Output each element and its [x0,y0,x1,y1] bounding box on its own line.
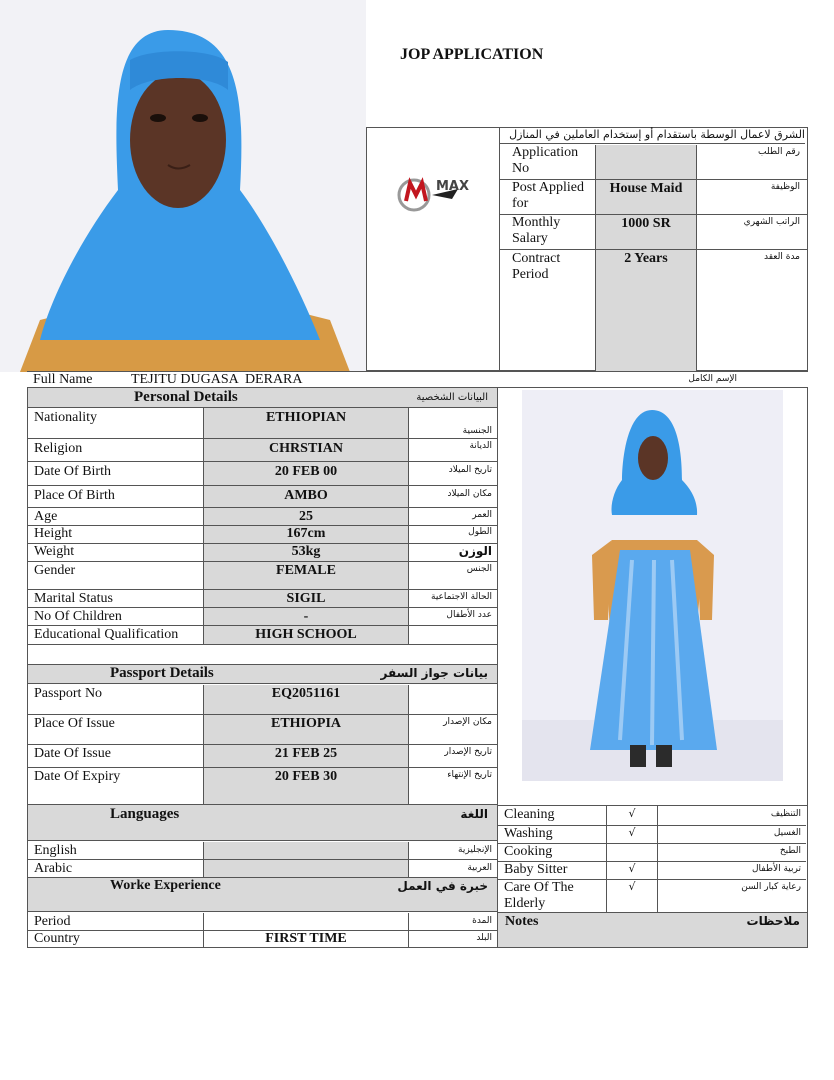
skills-table [498,805,808,913]
full-name-arabic: الإسم الكامل [688,374,737,384]
languages-heading-arabic: اللغة [460,807,488,821]
marital-status-value: SIGIL [286,591,326,606]
height-value: 167cm [286,526,326,541]
children-arabic: عدد الأطفال [446,610,492,620]
country-arabic: البلد [476,933,492,943]
weight-arabic: الوزن [458,544,492,558]
gender-label: Gender [34,563,76,578]
dob-value: 20 FEB 00 [274,464,338,479]
monthly-salary-arabic: الراتب الشهري [743,217,800,227]
age-arabic: العمر [472,510,492,520]
skill-elderly-label: Care Of The Elderly [504,880,574,911]
language-english-label: English [34,843,77,858]
post-applied-label: Post Applied for [512,180,584,211]
contract-period-value: 2 Years [624,251,668,266]
place-of-issue-value: ETHIOPIA [270,716,341,731]
period-label: Period [34,914,71,929]
age-value: 25 [299,509,313,524]
dob-label: Date Of Birth [34,464,111,479]
country-value: FIRST TIME [265,931,347,946]
applicant-full-body-photo [522,390,783,781]
date-of-issue-arabic: تاريخ الإصدار [444,747,492,757]
pob-arabic: مكان الميلاد [447,489,492,499]
pob-value: AMBO [284,488,328,503]
skill-babysitter-check: √ [628,862,636,875]
details-table [27,388,498,948]
skill-cooking-label: Cooking [504,844,553,859]
logo-text: MAX [436,179,470,194]
skill-cooking-arabic: الطبخ [779,846,801,856]
skill-washing-check: √ [628,826,636,839]
children-label: No Of Children [34,609,122,624]
applicant-portrait-photo [0,0,366,372]
full-name-value: TEJITU DUGASA DERARA [131,372,303,387]
skill-cleaning-arabic: التنظيف [770,809,801,819]
notes-cell [498,913,808,948]
contract-period-label: Contract Period [512,251,561,282]
religion-arabic: الديانة [469,441,492,451]
passport-heading-arabic: بيانات جواز السفر [380,666,488,680]
monthly-salary-value: 1000 SR [621,216,671,231]
personal-heading-arabic: البيانات الشخصية [416,392,488,403]
language-arabic-arabic: العربية [467,863,492,873]
age-label: Age [34,509,58,524]
passport-heading-row [28,665,497,684]
date-of-issue-value: 21 FEB 25 [274,746,338,761]
post-applied-arabic: الوظيفة [770,182,800,192]
weight-value: 53kg [291,544,321,559]
country-label: Country [34,931,80,946]
nationality-arabic: الجنسية [462,426,492,436]
marital-status-arabic: الحالة الاجتماعية [431,592,492,602]
passport-no-value: EQ2051161 [271,686,341,701]
height-arabic: الطول [468,527,492,537]
languages-heading: Languages [110,806,180,822]
gender-arabic: الجنس [466,564,492,574]
religion-label: Religion [34,441,83,456]
nationality-label: Nationality [34,410,97,425]
experience-heading-row [28,878,497,912]
date-of-issue-label: Date Of Issue [34,746,111,761]
education-label: Educational Qualification [34,627,179,642]
personal-heading: Personal Details [134,389,238,405]
place-of-issue-label: Place Of Issue [34,716,115,731]
period-arabic: المدة [472,916,492,926]
date-of-expiry-label: Date Of Expiry [34,769,121,784]
full-name-label: Full Name [33,372,93,387]
application-rows [500,145,808,371]
language-english-arabic: الإنجليزية [458,845,492,855]
dob-arabic: تاريخ الميلاد [448,465,492,475]
contract-period-arabic: مدة العقد [764,252,800,262]
notes-label: Notes [505,914,539,929]
application-no-arabic: رقم الطلب [758,147,800,157]
place-of-issue-arabic: مكان الإصدار [443,717,492,727]
experience-heading: Worke Experience [110,878,221,893]
monthly-salary-label: Monthly Salary [512,215,561,246]
company-arabic-name: الشرق لاعمال الوسطة باستقدام أو إستخدام العاملين في المنازل [500,128,805,144]
religion-value: CHRSTIAN [269,441,343,456]
skill-washing-arabic: الغسيل [773,828,801,838]
full-name-row [27,371,808,388]
notes-arabic: ملاحظات [746,914,800,928]
language-arabic-label: Arabic [34,861,73,876]
passport-no-label: Passport No [34,686,103,701]
application-no-label: Application No [512,145,579,176]
skill-cleaning-label: Cleaning [504,807,555,822]
page-title: JOP APPLICATION [400,46,544,63]
skill-cleaning-check: √ [628,807,636,820]
skill-elderly-check: √ [628,880,636,893]
personal-heading-row [28,388,497,408]
post-applied-value: House Maid [609,181,683,196]
nationality-value: ETHIOPIAN [265,410,347,425]
date-of-expiry-value: 20 FEB 30 [274,769,338,784]
weight-label: Weight [34,544,75,559]
languages-heading-row [28,805,497,841]
skill-babysitter-label: Baby Sitter [504,862,568,877]
skill-washing-label: Washing [504,826,553,841]
logo-cell [366,127,500,371]
gender-value: FEMALE [276,563,336,578]
height-label: Height [34,526,73,541]
skill-elderly-arabic: رعاية كبار السن [741,882,801,892]
children-value: - [303,609,309,624]
education-value: HIGH SCHOOL [255,627,357,642]
pob-label: Place Of Birth [34,488,115,503]
experience-heading-arabic: خبرة في العمل [397,879,488,893]
marital-status-label: Marital Status [34,591,113,606]
date-of-expiry-arabic: تاريخ الإنتهاء [447,770,492,780]
skill-babysitter-arabic: تربية الأطفال [751,864,801,874]
passport-heading: Passport Details [110,665,214,681]
